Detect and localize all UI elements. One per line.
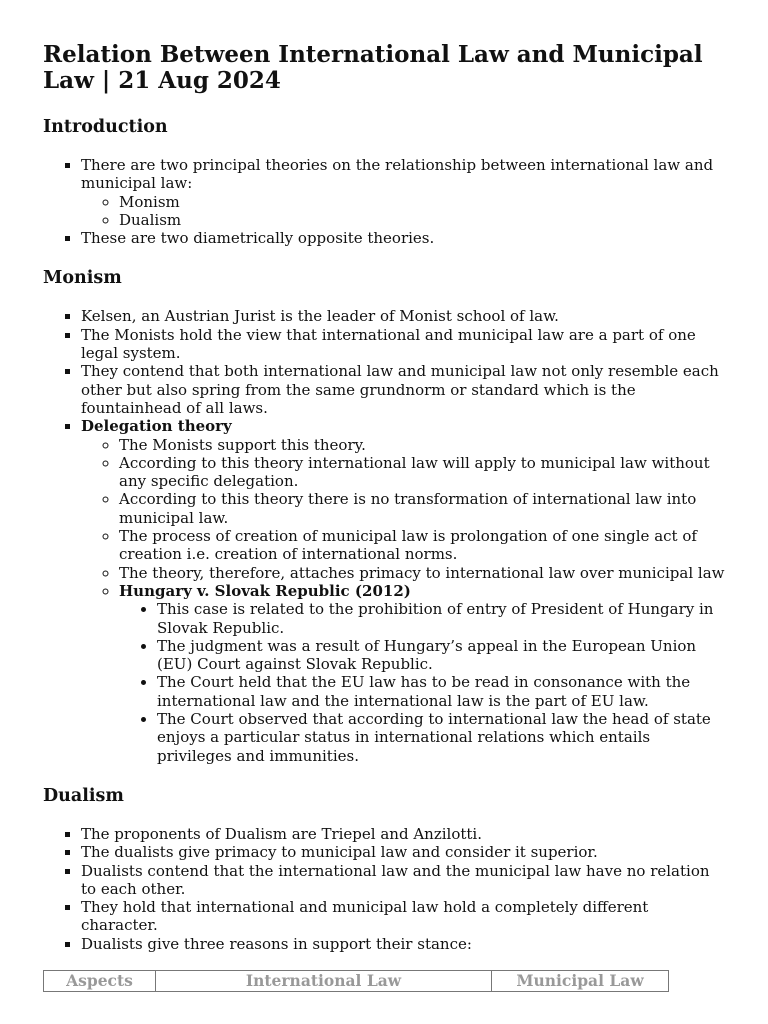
list-item [119, 582, 728, 765]
list-item: • The Court held that the EU law has to be read in consonance with the international law and the international law is the part of EU law. [157, 673, 728, 710]
comparison-table [43, 970, 669, 992]
section-heading-monism: Monism [43, 268, 122, 289]
list-item: ▪ They hold that international and municipal law hold a completely different character. [81, 898, 728, 935]
list-item [81, 417, 728, 765]
list-item: ◦ According to this theory international law will apply to municipal law without any specific delegation. [119, 454, 728, 491]
monism-list [43, 307, 728, 764]
table-header-aspects: Aspects [44, 970, 156, 991]
list-item: • This case is related to the prohibition of entry of President of Hungary in Slovak Republic. [157, 600, 728, 637]
dualism-list [43, 825, 728, 953]
intro-list [43, 156, 728, 247]
delegation-sublist [81, 436, 728, 765]
list-item: ▪ Dualists contend that the international law and the municipal law have no relation to each other. [81, 862, 728, 899]
list-item: ◦ Dualism [119, 211, 728, 229]
list-item: ▪ These are two diametrically opposite theories. [81, 229, 728, 247]
list-item: ◦ According to this theory there is no transformation of international law into municipal law. [119, 490, 728, 527]
page-title: Relation Between International Law and Municipal Law | 21 Aug 2024 [43, 41, 703, 94]
list-item: ◦ The Monists support this theory. [119, 436, 728, 454]
table-header-international-law: International Law [156, 970, 492, 991]
table-header-row [44, 970, 669, 991]
case-label: Hungary v. Slovak Republic (2012) [119, 581, 411, 600]
section-heading-dualism: Dualism [43, 785, 124, 806]
list-item-text: There are two principal theories on the relationship between international law and municipal law: [81, 156, 714, 193]
list-item: • The Court observed that according to international law the head of state enjoys a particular status in international relations which entails privileges and immunities. [157, 710, 728, 765]
list-item: ▪ The Monists hold the view that international and municipal law are a part of one legal system. [81, 326, 728, 363]
list-item [81, 156, 728, 229]
delegation-theory-label: Delegation theory [81, 417, 232, 436]
list-item: ◦ Monism [119, 193, 728, 211]
list-item: ▪ The proponents of Dualism are Triepel and Anzilotti. [81, 825, 728, 843]
case-sublist [119, 600, 728, 765]
list-item: • The judgment was a result of Hungary’s appeal in the European Union (EU) Court against Slovak Republic. [157, 637, 728, 674]
list-item: ▪ Dualists give three reasons in support their stance: [81, 935, 728, 953]
list-item: ▪ Kelsen, an Austrian Jurist is the leader of Monist school of law. [81, 307, 728, 325]
list-item: ◦ The theory, therefore, attaches primacy to international law over municipal law [119, 564, 728, 582]
table-header-municipal-law: Municipal Law [492, 970, 669, 991]
list-item: ◦ The process of creation of municipal law is prolongation of one single act of creation i.e. creation of international norms. [119, 527, 728, 564]
section-heading-introduction: Introduction [43, 117, 168, 137]
list-item: ▪ The dualists give primacy to municipal law and consider it superior. [81, 843, 728, 861]
theories-sublist [81, 193, 728, 230]
list-item: ▪ They contend that both international law and municipal law not only resemble each other but also spring from the same grundnorm or standard which is the fountainhead of all laws. [81, 362, 728, 417]
